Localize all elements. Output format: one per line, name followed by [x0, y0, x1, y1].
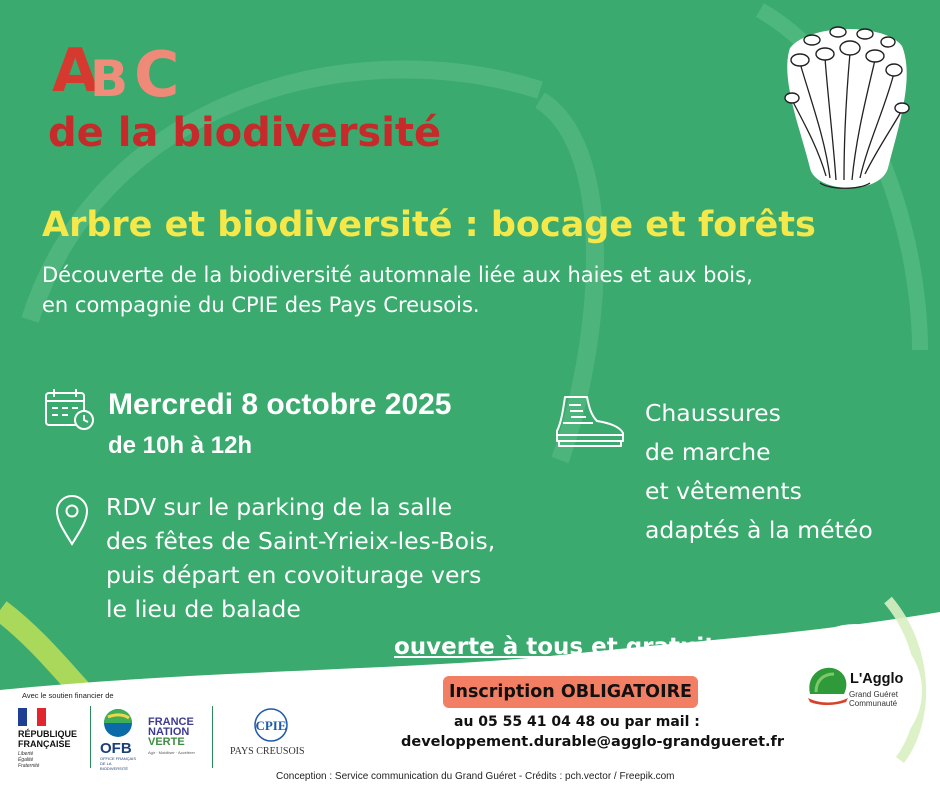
- agglo-subtitle-line: Grand Guéret: [849, 690, 898, 699]
- agglo-name: L'Agglo: [850, 671, 904, 687]
- fnv-line: NATION: [148, 726, 190, 738]
- cpie-subtitle: PAYS CREUSOIS: [230, 746, 305, 757]
- logo-subtitle: de la biodiversité: [48, 110, 442, 156]
- cpie-logo-text: CPIE: [255, 718, 287, 733]
- calendar-icon: [44, 388, 96, 432]
- rf-motto-line: Liberté: [18, 751, 34, 757]
- fnv-line: FRANCE: [148, 716, 194, 728]
- rf-motto: [18, 751, 39, 769]
- republique-francaise-flag-icon: [18, 708, 46, 726]
- meeting-point-line: puis départ en covoiturage vers: [106, 561, 482, 589]
- mushroom-illustration: [770, 18, 920, 200]
- logo-letter-a: A: [52, 36, 99, 106]
- rf-line: FRANÇAISE: [18, 739, 71, 749]
- event-date: Mercredi 8 octobre 2025: [108, 388, 452, 421]
- location-pin-icon: [54, 494, 90, 546]
- fnv-line: VERTE: [148, 736, 185, 748]
- agglo-tree-icon: [806, 664, 850, 706]
- logo-letter-b: B: [90, 50, 129, 108]
- meeting-point-line: le lieu de balade: [106, 595, 301, 623]
- description-line: Découverte de la biodiversité automnale liée aux haies et aux bois,: [42, 263, 753, 287]
- agglo-subtitle-line: Communauté: [849, 699, 898, 708]
- registration-email-link[interactable]: developpement.durable@agglo-grandgueret.fr: [401, 734, 784, 750]
- support-text: Avec le soutien financier de: [22, 691, 114, 700]
- equipment-line: de marche: [645, 438, 771, 466]
- divider: [212, 706, 213, 768]
- meeting-point: [106, 490, 546, 626]
- ofb-subtitle: OFFICE FRANÇAIS DE LA BIODIVERSITÉ: [100, 756, 137, 771]
- ofb-globe-icon: [103, 708, 133, 738]
- republique-francaise-logo: [18, 729, 77, 749]
- equipment-line: adaptés à la météo: [645, 516, 873, 544]
- registration-badge: Inscription OBLIGATOIRE: [443, 676, 698, 708]
- equipment-advice: [645, 394, 915, 550]
- meeting-point-line: des fêtes de Saint-Yrieix-les-Bois,: [106, 527, 496, 555]
- credits: Conception : Service communication du Grand Guéret - Crédits : pch.vector / Freepik.com: [276, 771, 675, 782]
- event-title: Arbre et biodiversité : bocage et forêts: [42, 205, 816, 245]
- event-hours: de 10h à 12h: [108, 432, 253, 459]
- equipment-line: et vêtements: [645, 477, 802, 505]
- cpie-logo: [249, 707, 293, 743]
- logo-letter-c: C: [134, 38, 180, 111]
- france-nation-verte-logo: [148, 717, 208, 747]
- agglo-subtitle: [849, 690, 898, 708]
- rf-motto-line: Fraternité: [18, 763, 40, 769]
- event-description: [42, 260, 802, 320]
- free-access-note: ouverte à tous et gratuite: [394, 634, 731, 660]
- meeting-point-line: RDV sur le parking de la salle: [106, 493, 453, 521]
- ofb-logo: OFB: [100, 740, 132, 757]
- description-line: en compagnie du CPIE des Pays Creusois.: [42, 293, 480, 317]
- rf-line: RÉPUBLIQUE: [18, 729, 78, 739]
- equipment-line: Chaussures: [645, 399, 781, 427]
- fnv-subtitle: Agir · Mobiliser · Accélérer: [148, 750, 195, 755]
- registration-phone: au 05 55 41 04 48 ou par mail :: [454, 714, 700, 730]
- divider: [90, 706, 91, 768]
- hiking-boot-icon: [553, 393, 627, 449]
- rf-motto-line: Égalité: [18, 757, 34, 763]
